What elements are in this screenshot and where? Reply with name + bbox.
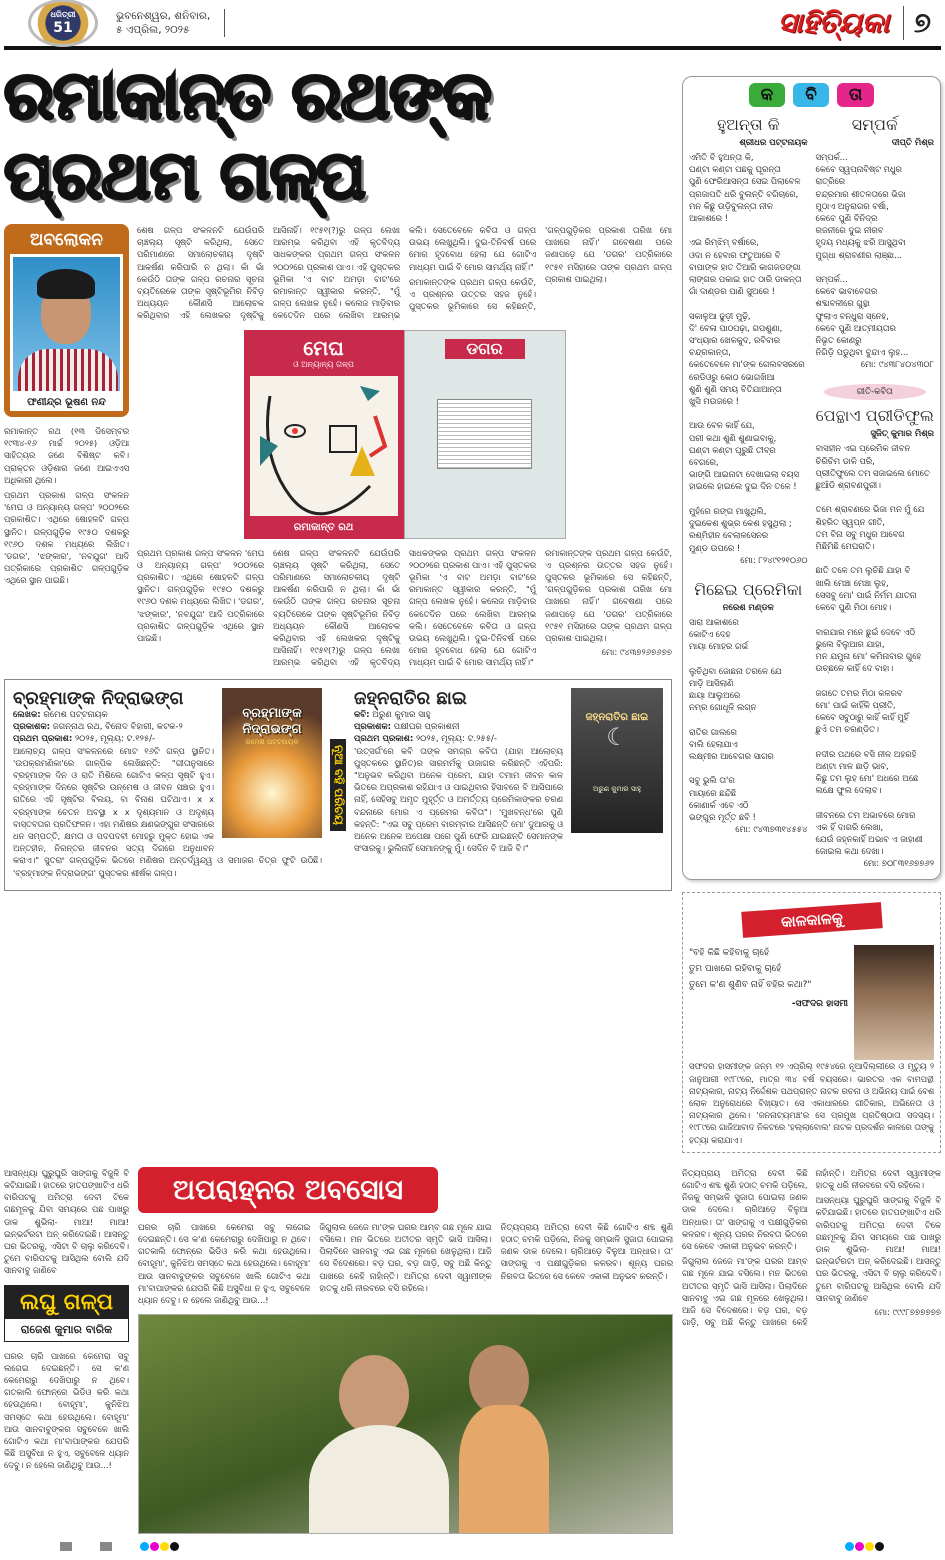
review-body-2: 'ଉତ୍ସର୍ଗ'ରେ କବି ତାଙ୍କ ସମଗ୍ର କବିତା (ଯାହା ଆଲୋଚ୍ୟ ପୁସ୍ତକରେ ସ୍ଥାନିତ)ର ସାରମର୍ମକୁ ଉଜାଗର କରିଛନ୍ତି ଏହିପରି: "ଅନୁଭବ କରିଥିବା ଅନେକ ପ୍ରେମ, ଯାହା ତମାମ ଜୀବନ କାଳ ଭିତରେ ଅପ୍ରକାଶ ରହିଯାଏ ଓ ପାଇଥିବାର ହିସାବରେ ବି ଆସିପାରେ ନାହିଁ, ସେହିସବୁ ଅମୃତ ମୁହୂର୍ତ୍ତ ଓ ଅମର୍ତ୍ତ୍ୟ ପ୍ରେମିକାଙ୍କର ଚରଣ ବନ୍ଦନାରେ ମୋର ଏ ପ୍ରେମର କବିତା"। 'ମୁଖବନ୍ଧ'ରେ ପୁଣି କହନ୍ତି: "ଏଇ ସବୁ ପ୍ରେମ ବାରମ୍ବାର ଆସିଛନ୍ତି ମୋ' ଦୁଆରକୁ ଓ ଅନେକ ଅନେକ ଅପେକ୍ଷା ପରେ ପୁଣି ଫେରି ଯାଇଛନ୍ତି ସେମାନଙ୍କ ସଂସାରକୁ। ଭୁଲିନାହିଁ ସେମାନଙ୍କୁ ମୁଁ। ସେଦିନ ବି ଆଜି ବି।" — [354, 745, 563, 854]
poem-penthae-pritiphula: ଗୀତି-କବିତା ପେନ୍ଥାଏ ପ୍ରୀତିଫୁଲ ସୁଜିତ୍ କୁମାର ମିଶ୍ର ବାସହୀନ ଏଇ ପ୍ରେମିକ ଜୀବନ ଚିରିଚିମ ଡାଳି ପରି, ପ୍ରୀତିଫୁଲେ ତମ ସଜାଇଲେ ମୋତେ ଛୁଆଁଡି ଶ୍ରାବଣପୁରୀ। ତମେ ଶ୍ରାବଣରେ ଭିଜା ମନ ମୁଁ ଯେ ଶିହରିତ ସ୍ୱପ୍ନ ଗୀତି, ତମ ବିନା ସବୁ ମଧୁର ଆବେଗ ମିଛିମିଛି ମେଘରାତି। ଛାତି ତଳେ ତମ ଲୁଚିଛି ଯାହା ବି ଖାଲି ମେଞ୍ଚା ମେଞ୍ଚା ଲୁହ, ସେସବୁ ମୋ' ପାଇଁ ନିର୍ମମ ଯାତନା କେବେ ପୁଣି ମିଠା ମୋହ। ବାରଯାର ମନେ ଛୁଇଁ ଦେବେ ଏଠି ଭୁଲେ ବିଲୁଆର ଯାହା, ମନ ଯମୁନା ମୋ' କମିନାବାର ଗୁହେ ଉଚ୍ଛଳେ କାହିଁ ଦେ ବାହା। ଜଗତେ ତମର ମିଠା କଳରବ ମୋ' ପାଇଁ କାହିଁକି ପ୍ରୀତି, କେବେ ସବୁଠାରୁ କାହିଁ କାହିଁ ମୁହିଁ ଛୁଏଁ ତମ ଚରଣ୍ଡିତ। ନଦୀର ପଥରେ ବସି ନୀଳ ଅହରହି ଅଣ୍ଟା ମାଳ ଛାଡ଼ି ଭାବ, କିଛୁ ତମ ଲୁହ ମୋ' ଅଧରେ ଅଛେ ଲକ୍ଷେ ଫୁଲ ଦେଲାବ। ଜୀବନରେ ତମ ଅଭାବରେ ମୋର ଏକ ହିଁ ଦାଗରି ଲେଖା, ଯେଉଁ ଜହ୍ନକାହିଁ ଅଭାବ ଏ ଜାହାଣୀ ଜୋଇଲ କଥା ଦେଖା। ମୋ: ୭୦୮୩୧୬୭୭୬୨ — [816, 384, 935, 869]
short-story — [4, 1167, 941, 1534]
safdar-hashmi-photo — [854, 945, 934, 1060]
book-review-section — [4, 679, 672, 891]
section-logo: ସାହିତ୍ୟିକା — [777, 6, 889, 39]
elderly-couple-photo — [138, 1314, 673, 1534]
book-cover-jahnaratira: ଜହ୍ନରାତିର ଛାଇ ☾ ଅରୁଣ କୁମାର ସାହୁ — [571, 688, 663, 833]
poem-michhei-premika: ମିଛେଇ ପ୍ରେମିକା ନରେଶ ମଣ୍ଡଳ ସାରା ଆକାଶରେ କୋଟିଏ ଦେହ ମାୟା ମୋହର ଗର୍ଭ ଲୁଚିଥିବା ଜୋଛନା ତରଳେ ଯେ ମାଡ଼ି ଆସିଲାଣି ଛାୟା ଆଲୁଅରେ ନମ୍ର ଗୋଧୂଳି ଲଗ୍ନ ରାତିର ଗାଲରେ ବାଲି ହେଲାଯାଏ ଲକ୍ଷ୍ମୀର ଆବେଗର ସାଗର ସବୁ ଭୁଲି ତା'ର ମାୟାରେ ଛନ୍ଦିଛି କୋଣାର୍କ ଏବେ ଏଠି ଭଙ୍ଗୁର ମୂର୍ତ୍ତ ଛବି ! ମୋ: ୯୪୩୭୩୧୪୫୫୪ — [689, 579, 808, 836]
poetry-tag: କ ବି ତା — [689, 83, 934, 107]
lead-contact: ମୋ: ୯୪୩୭୨୬୭୬୭୭ — [601, 648, 672, 659]
story-contact: ମୋ: ୯୯୯୮୭୭୭୭୭୭ — [874, 1308, 941, 1319]
lead-columns-upper: ଶେଷ ଗଳ୍ପ ସଂକଳନଟି ଯେଉଁପରି ଚାଞ୍ଚଲ୍ୟ ସୃଷ୍ଟି କରିଥିଲା, ସେତେ ପରିମାଣରେ ସମାଲୋଚକୀୟ ଦୃଷ୍ଟି ଆକର୍ଷଣ କରିପାରି ନ ଥିଲା। କାଁ ଭାଁ କେଉଁଠି ତାଙ୍କ ଗଳ୍ପ ରଚନାର ସୂଚନା ବ୍ୟତିରେକେ ତାଙ୍କ ସୃଷ୍ଟିଭୂମିର ନିବିଡ଼ ଅଧ୍ୟୟନ କୌଣସି ଆଲୋଚକ କରିଥିବାର ଏହି ଲେଖକର ଦୃଷ୍ଟିକୁ ଆସିନାହିଁ। ୧୯୫୧(?)ରୁ ଗଳ୍ପ ଲେଖା ଆରମ୍ଭ କରିଥିବା ଏହି କୃତବିଦ୍ୟ ସାଧକଙ୍କର ପ୍ରଥମ ଗଳ୍ପ ସଂକଳନ ୨୦୦୨ରେ ପ୍ରକାଶ ପାଏ। ଏହି ପୁସ୍ତକର ଭୂମିକା 'ଏ ବାଟ ଅମଡ଼ା ବାଟ'ରେ ରମାକାନ୍ତ ସ୍ୱୀକାର କରନ୍ତି, "ମୁଁ ଗଳ୍ପ ଲେଖକ ନୁହେଁ। କଲେଜ ମାଡ଼ିବାର କେତେଦିନ ପରେ ଲେଖିବା ଆରମ୍ଭ କଲି। ସେତେବେଳେ କବିତା ଓ ଗଳ୍ପ ଉଭୟ ଲେଖୁଥିଲି। ଦୁଇ-ତିନିବର୍ଷ ପରେ ମୋର ହୃଦବୋଧ ହେଲା ଯେ ଗୋଟିଏ ମାଧ୍ୟମ ପାଇଁ ବି ମୋର ସାମର୍ଥ୍ୟ ନାହିଁ।" ରମାକାନ୍ତଙ୍କ ପ୍ରଥମ ଗଳ୍ପ କେଉଁଟି, ଏ ପ୍ରଶ୍ନର ଉତ୍ତର ସହଜ ନୁହେଁ। ପୁସ୍ତକର ଭୂମିକାରେ ସେ କହିଛନ୍ତି, 'ଗଳ୍ପଗୁଡ଼ିକର ପ୍ରକାଶ ତାରିଖ ମୋ ପାଖରେ ନାହିଁ।' ଗବେଷଣା ପରେ ଜଣାପଡ଼େ ଯେ 'ଡଗର' ପତ୍ରିକାରେ ୧୯୫୧ ମସିହାରେ ତାଙ୍କ ପ୍ରଥମ ଗଳ୍ପ ପ୍ରକାଶ ପାଇଥିଲା। — [137, 225, 672, 321]
review-brahmanka: ବ୍ରହ୍ମାଙ୍କ ନିଦ୍ରାଭଙ୍ଗ ରମେଶ ପଟ୍ଟନାୟକ ବ୍ରହ୍ମାଙ୍କ ନିଦ୍ରାଭଙ୍ଗ ଲେଖକ: ରମେଶ ପଟ୍ଟନାୟକ ପ୍ରକାଶକ: ଜଗନ୍ନାଥ ରଥ, ବିନୋଦ ବିହାରୀ, କଟକ-୨ ପ୍ରଥମ ପ୍ରକାଶ: ୨୦୨୫, ମୂଲ୍ୟ: ଟ.୧୨୫/- ଆଲୋଚ୍ୟ ଗଳ୍ପ ସଂକଳନରେ ମୋଟ ୧୬ଟି ଗଳ୍ପ ସ୍ଥାନିତ। 'ଉପକ୍ରମଣିକା'ରେ ଗାଳ୍ପିକ ଲେଖିଛନ୍ତି: "ଗୀତାନୁସାରେ ବ୍ରହ୍ମାଙ୍କ ଦିନ ଓ ରାତି ମିଶିଲେ ଗୋଟିଏ କଳ୍ପ ସୃଷ୍ଟି ହୁଏ। ବ୍ରହ୍ମାଙ୍କ ଦିନରେ ସୃଷ୍ଟିର ଉନ୍ମେଷ ଓ ଜୀବନ ସଞ୍ଚାର ହୁଏ। ରାତିରେ ଏହି ସୃଷ୍ଟିର ବିଲୟ, ବା ବିନାଶ ଘଟିଥାଏ। x x ବ୍ରହ୍ମାଙ୍କ ଚେତନ ଅବସ୍ଥା x x ଦୃଶ୍ୟମାନ ଓ ଅଦୃଶ୍ୟ ବାସ୍ତବତାର ପ୍ରତିଫଳନ। ଏହା ମଣିଷର କ୍ଷଣଭଙ୍ଗୁର ସଂସାରରେ ଧନ ସମ୍ପତ୍ତି, କ୍ଷମତା ଓ ପଦପଦବୀ ମୋହରୁ ମୁକ୍ତ ହୋଇ ଏକ ଅନ୍ତହୀନ, ନିରନ୍ତର ଜୀବନର ସତ୍ୟ ଦିଗରେ ଅନୁଧାବନ କରାଏ।" ସୁତରାଂ ଗଳ୍ପଗୁଡ଼ିକ ଭିତରେ ମଣିଷର ଅନ୍ତର୍ଦ୍ୱନ୍ଦ୍ୱ ଓ ସମାଜର ଚିତ୍ର ଫୁଟି ଉଠିଛି। 'ବ୍ରହ୍ମାଙ୍କ ନିଦ୍ରାଭଙ୍ଗ' ପୁସ୍ତକର ଶୀର୍ଷକ ଗଳ୍ପ। — [13, 687, 322, 878]
page-scan — [437, 399, 532, 469]
short-story-label: ଲଘୁ ଗଳ୍ପ ରାଜେଶ କୁମାର ବାରିକ — [4, 1285, 129, 1342]
story-column-1b: ଘରର ଚାରି ପାଖରେ କେମେରା ସବୁ ଲଗେଇ ଦେଇଛନ୍ତି। ସେ କ'ଣ କେମେରାରୁ ଦେଖିପାରୁ ନ ଥିବେ। ଗତକାଲି ଫୋନ୍‌ରେ ଭିଡିଓ କରି କଥା ହେଉଥିଲେ। ବୋହୂମା', କୁନିଝିଅ ସମସ୍ତେ କଥା ହେଉଥିଲେ। ବୋହୂମା' ଆଉ ସାନବାବୁଙ୍କର ସବୁବେଳେ ଖାଲି ଗୋଟିଏ କଥା ମା'ବାପାଙ୍କର ଯେପରି କିଛି ଅସୁବିଧା ନ ହୁଏ, ସବୁବେଳେ ଧ୍ୟାନ ଦେବୁ। ନ ହେଲେ ଜାଣିଥିବୁ ଆଉ...! — [4, 1350, 129, 1471]
story-column-1: ଆସନ୍ଧ୍ୟା ଘୁରୁଘୁରି ସାଙ୍ଗକୁ ବିଜୁଳି ବି କଟିଯାଇଛି। ହାତରେ ହାତପଙ୍ଖାଟିଏ ଧରି ବାରିପଟକୁ ଅମିତ୍ରା ଦେବୀ ଟିକେ ଗଛମୂଳକୁ ଯିବା ସମୟରେ ପଛ ପାଖରୁ ଡାକ ଶୁଭିଲା- ମାଆ! ମାଆ! ଇନ୍ଭର୍ଟରଟା ଅନ୍ କରିଦେଇଛି। ଆସନ୍ତୁ ଘର ଭିତରକୁ, ଏସିଟା ବି ଚାଲୁ କରିଦେବି। ତୁମେ ବାରିପଟକୁ ଆସିଥିଲ ବୋଲି ଯଦି ସାନବାବୁ ଜାଣିବେ — [4, 1167, 129, 1276]
print-registration-marks — [4, 1534, 941, 1560]
masthead — [4, 0, 941, 50]
column-label: ଅବଲୋକନ — [30, 230, 103, 250]
genre-badge: ଗୀତି-କବିତା — [824, 384, 927, 400]
lead-column-1: ରମାକାନ୍ତ ରଥ (୧୩ ଡିସେମ୍ବର ୧୯୩୪-୧୬ ମାର୍ଚ୍ଚ ୨୦୨୫) ଓଡ଼ିଆ ସାହିତ୍ୟର ଜଣେ ବିଶିଷ୍ଟ କବି। ପ୍ରାକ୍ତନ ଓଡ଼ିଶାର ଜଣେ ଆଇଏଏସ ଅଧିକାରୀ ଥିଲେ। ପ୍ରଥମ ପ୍ରକାଶ ଗଳ୍ପ ସଂକଳନ 'ମେଘ ଓ ଅନ୍ୟାନ୍ୟ ଗଳ୍ପ' ୨୦୦୨ରେ ପ୍ରକାଶିତ। ଏଥିରେ ଷୋହଳଟି ଗଳ୍ପ ସ୍ଥାନିତ। ଗଳ୍ପଗୁଡ଼ିକ ୧୯୫୦ ଦଶକରୁ ୧୯୬୦ ଦଶକ ମଧ୍ୟରେ ଲିଖିତ। 'ଡଗର', 'ଝଙ୍କାର', 'ନବଯୁଗ' ଆଦି ପତ୍ରିକାରେ ପ୍ରକାଶିତ ଗଳ୍ପଗୁଡ଼ିକ ଏଥିରେ ସ୍ଥାନ ପାଇଛି। — [4, 426, 129, 586]
poem-huanta-ki: ହୁଅନ୍ତା କି ଶ୍ରୀଧର ପଟ୍ଟନାୟକ ଏମିତି ବି ହୁଅନ୍ତା କି, ଘଣ୍ଟା କଣ୍ଟା ପଛକୁ ଘୂରନ୍ତା ପୁଣି ଫେରିଆସନ୍ତା ସେଇ ପିଲାବେଳ ପ୍ରଜାପତି ଧରି ବୁଲନ୍ତି ବଗିଚାରେ, ମନ କିଛୁ ଉଡ଼ିବୁଲନ୍ତା ନୀଳ ଆକାଶରେ ! ଏଇ ରିମ୍‌ଝିମ୍ ବର୍ଷାରେ, ଓଦା ନ ହେବାର ଫତୁଆରେ ବି ବାପାଙ୍କ ହାତ ତିଆରି କାଗଜଡଙ୍ଗା ଲାଙ୍ଗର ପକାଇ ହାତ ଠାରି ଡାକନ୍ତା ଗାଁ ଦାଣ୍ଡର ପାଣି ସୁଅରେ ! ସକାଳୁଆ ଢୁଡ଼ୀ ମୁଢ଼ି, ଦି' ବେଳା ପାଠପଢ଼ା, ଗପଶୁଣା, ସଂଧ୍ୟାର ଖେଳକୁଦ, ରବିବାର ଚନ୍ଦ୍ରକାନ୍ତା, କେତେବେଳେ ମା'ଙ୍କ ଗେଲବସରରେ ରେଡିଓରୁ କୋଠ ଭୋଗଖିଆ ଶୁଣି ଶୁଣି ସମୟ ବିତିଯାଆନ୍ତା ଖୁସି ମଉଜରେ ! ଆଉ ବେଳ କାହିଁ ଯେ, ପରୀ କଥା ଶୁଣି ଶୁଣାଇବାକୁ, ଘଣ୍ଟା କଣ୍ଟା ଘୂରୁଛି ତୀବ୍ର ବେଗରେ, ଭାଙ୍ଗି ଆଇନାଟା ଦେଖାଇଲା ବୟସ ହାଇଲେ ହାଇଲେ ଦୁଇ ଦିନ ତଳେ ! ମୁହଁରେ ରଙ୍ଗ ମାଖୁଥିଲି, ଦୁଇକେଶ ଶୁଭ୍ର କେଶ ହସୁଥିଲା ; ରଶ୍ମିହୀନ ବେଲାଳସେନର ମୁଣ୍ଡ ଉପରେ ! ମୋ: ୮୨୪୯୧୨୧୦୬୦ — [689, 115, 808, 566]
quote-section — [682, 892, 941, 1152]
book-cover-dagara: ଡଗର — [404, 330, 566, 539]
cover-art — [250, 376, 398, 516]
author-photo — [10, 254, 123, 394]
new-book-label: ନୂଆ ବହି ପରିଚୟ — [330, 739, 346, 831]
lead-columns-lower: ପ୍ରଥମ ପ୍ରକାଶ ଗଳ୍ପ ସଂକଳନ 'ମେଘ ଓ ଅନ୍ୟାନ୍ୟ ଗଳ୍ପ' ୨୦୦୨ରେ ପ୍ରକାଶିତ। ଏଥିରେ ଷୋହଳଟି ଗଳ୍ପ ସ୍ଥାନିତ। ଗଳ୍ପଗୁଡ଼ିକ ୧୯୫୦ ଦଶକରୁ ୧୯୬୦ ଦଶକ ମଧ୍ୟରେ ଲିଖିତ। 'ଡଗର', 'ଝଙ୍କାର', 'ନବଯୁଗ' ଆଦି ପତ୍ରିକାରେ ପ୍ରକାଶିତ ଗଳ୍ପଗୁଡ଼ିକ ଏଥିରେ ସ୍ଥାନ ପାଇଛି। ଶେଷ ଗଳ୍ପ ସଂକଳନଟି ଯେଉଁପରି ଚାଞ୍ଚଲ୍ୟ ସୃଷ୍ଟି କରିଥିଲା, ସେତେ ପରିମାଣରେ ସମାଲୋଚକୀୟ ଦୃଷ୍ଟି ଆକର୍ଷଣ କରିପାରି ନ ଥିଲା। କାଁ ଭାଁ କେଉଁଠି ତାଙ୍କ ଗଳ୍ପ ରଚନାର ସୂଚନା ବ୍ୟତିରେକେ ତାଙ୍କ ସୃଷ୍ଟିଭୂମିର ନିବିଡ଼ ଅଧ୍ୟୟନ କୌଣସି ଆଲୋଚକ କରିଥିବାର ଏହି ଲେଖକର ଦୃଷ୍ଟିକୁ ଆସିନାହିଁ। ୧୯୫୧(?)ରୁ ଗଳ୍ପ ଲେଖା ଆରମ୍ଭ କରିଥିବା ଏହି କୃତବିଦ୍ୟ ସାଧକଙ୍କର ପ୍ରଥମ ଗଳ୍ପ ସଂକଳନ ୨୦୦୨ରେ ପ୍ରକାଶ ପାଏ। ଏହି ପୁସ୍ତକର ଭୂମିକା 'ଏ ବାଟ ଅମଡ଼ା ବାଟ'ରେ ରମାକାନ୍ତ ସ୍ୱୀକାର କରନ୍ତି, "ମୁଁ ଗଳ୍ପ ଲେଖକ ନୁହେଁ। କଲେଜ ମାଡ଼ିବାର କେତେଦିନ ପରେ ଲେଖିବା ଆରମ୍ଭ କଲି। ସେତେବେଳେ କବିତା ଓ ଗଳ୍ପ ଉଭୟ ଲେଖୁଥିଲି। ଦୁଇ-ତିନିବର୍ଷ ପରେ ମୋର ହୃଦବୋଧ ହେଲା ଯେ ଗୋଟିଏ ମାଧ୍ୟମ ପାଇଁ ବି ମୋର ସାମର୍ଥ୍ୟ ନାହିଁ।" ରମାକାନ୍ତଙ୍କ ପ୍ରଥମ ଗଳ୍ପ କେଉଁଟି, ଏ ପ୍ରଶ୍ନର ଉତ୍ତର ସହଜ ନୁହେଁ। ପୁସ୍ତକର ଭୂମିକାରେ ସେ କହିଛନ୍ତି, 'ଗଳ୍ପଗୁଡ଼ିକର ପ୍ରକାଶ ତାରିଖ ମୋ ପାଖରେ ନାହିଁ।' ଗବେଷଣା ପରେ ଜଣାପଡ଼େ ଯେ 'ଡଗର' ପତ୍ରିକାରେ ୧୯୫୧ ମସିହାରେ ତାଙ୍କ ପ୍ରଥମ ଗଳ୍ପ ପ୍ରକାଶ ପାଇଥିଲା। ମୋ: ୯୪୩୭୨୬୭୬୭୭ — [137, 547, 672, 668]
quote-text: "ବହି କିଛି କହିବାକୁ ଚାହେଁ ତୁମ ପାଖରେ ରହିବାକୁ ଚାହେଁ ତୁମେ କ'ଣ ଶୁଣିବ ନାହିଁ ବହିର କଥା?" — [689, 948, 812, 991]
lead-article — [4, 224, 672, 669]
book-cover-megha: ମେଘ ଓ ଅନ୍ୟାନ୍ୟ ଗଳ୍ପ ରମାକାନ୍ତ ରଥ — [244, 330, 404, 539]
story-columns-right: ନିତ୍ୟପ୍ରାୟ ଅମିତ୍ରା ଦେବୀ କିଛି ଗୋଟିଏ ଶବ୍ଦ ଶୁଣି ହଠାତ୍ ଚମକି ପଡ଼ିଲେ, ନିଜକୁ ସମ୍ଭାଳି ସୁଜାତା ପୋଇଲା ଜଣକ ଡାକ ଦେଲେ। ଚାରିଆଡ଼େ ବିଳୁଆ ଅନ୍ଧାର। ତା' ସାଙ୍ଗକୁ ଏ ପକ୍ଷୀଗୁଡ଼ିକର କଳରବ। ଶୂନ୍ୟ ଘରର ନିରବତା ଭିତରେ ସେ କେବେ ଏକାକୀ ଅନୁଭବ କରନ୍ତି। ଜିଗୁଲାଲ ଜେଜେ ମା'ଙ୍କ ଘରର ଆମ୍ବ ଗଛ ମୂଳେ ଯାଇ ବସିଲେ। ମନ ଭିତରେ ଅତୀତର ସ୍ମୃତି ଭାସି ଆସିଲା। ପିଲାଦିନେ ସାନବାବୁ ଏଇ ଗଛ ମୂଳରେ ଖେଳୁଥିଲା। ଆଜି ସେ ବିଦେଶରେ। ବଡ଼ ଘର, ବଡ଼ ଗାଡ଼ି, ସବୁ ଅଛି କିନ୍ତୁ ପାଖରେ କେହି ନାହାଁନ୍ତି। ଅମିତ୍ରା ଦେବୀ ସ୍ୱାମୀଙ୍କ ହାତକୁ ଧରି ନୀରବରେ ବସି ରହିଲେ। ଆସନ୍ଧ୍ୟା ଘୁରୁଘୁରି ସାଙ୍ଗକୁ ବିଜୁଳି ବି କଟିଯାଇଛି। ହାତରେ ହାତପଙ୍ଖାଟିଏ ଧରି ବାରିପଟକୁ ଅମିତ୍ରା ଦେବୀ ଟିକେ ଗଛମୂଳକୁ ଯିବା ସମୟରେ ପଛ ପାଖରୁ ଡାକ ଶୁଭିଲା- ମାଆ! ମାଆ! ଇନ୍ଭର୍ଟରଟା ଅନ୍ କରିଦେଇଛି। ଆସନ୍ତୁ ଘର ଭିତରକୁ, ଏସିଟା ବି ଚାଲୁ କରିଦେବି। ତୁମେ ବାରିପଟକୁ ଆସିଥିଲ ବୋଲି ଯଦି ସାନବାବୁ ଜାଣିବେ ମୋ: ୯୯୯୮୭୭୭୭୭୭ — [682, 1167, 941, 1328]
poem-samparka: ସମ୍ପର୍କ ଦୀପ୍ତି ମିଶ୍ର ସମ୍ପର୍କ... କେବେ ସ୍ୱପ୍ନାବିଷ୍ଟ ମଧୁର ରାତ୍ରିରେ ଚନ୍ଦ୍ରମାର ଶୀତଳତାରେ ଭିଜା ମୁଠାଏ ଅନୁରାଗର ବର୍ଷା, କେବେ ପୁଣି ବିନିଦ୍ର ରଜନୀରେ ଦୁଇ ନୀରବ ହୃଦୟ ମଧ୍ୟକୁ ଝରି ଆସୁଥିବା ମୁଗ୍ଧା ଶ୍ରାବଣୀର ଲାଞ୍ଛା... ସମ୍ପର୍କ... କେବେ ଭାବାବେଗର ଶବ୍ଦାବଳୀରେ ଗୁନ୍ଥା ଫୁଲାଏ ବନ୍ଧୁରା ସ୍ନେହ, କେବେ ପୁଣି ଆତ୍ମୀୟତାର ନିଭୃତ କୋଣରୁ ନିଗିଡ଼ି ପଡୁଥିବା ବୁନ୍ଦାଏ ଲୁହ... ମୋ: ୯୪୩୮୪୦୪୩୦୮ — [815, 115, 934, 371]
review-body-1: ଆଲୋଚ୍ୟ ଗଳ୍ପ ସଂକଳନରେ ମୋଟ ୧୬ଟି ଗଳ୍ପ ସ୍ଥାନିତ। 'ଉପକ୍ରମଣିକା'ରେ ଗାଳ୍ପିକ ଲେଖିଛନ୍ତି: "ଗୀତାନୁସାରେ ବ୍ରହ୍ମାଙ୍କ ଦିନ ଓ ରାତି ମିଶିଲେ ଗୋଟିଏ କଳ୍ପ ସୃଷ୍ଟି ହୁଏ। ବ୍ରହ୍ମାଙ୍କ ଦିନରେ ସୃଷ୍ଟିର ଉନ୍ମେଷ ଓ ଜୀବନ ସଞ୍ଚାର ହୁଏ। ରାତିରେ ଏହି ସୃଷ୍ଟିର ବିଲୟ, ବା ବିନାଶ ଘଟିଥାଏ। x x ବ୍ରହ୍ମାଙ୍କ ଚେତନ ଅବସ୍ଥା x x ଦୃଶ୍ୟମାନ ଓ ଅଦୃଶ୍ୟ ବାସ୍ତବତାର ପ୍ରତିଫଳନ। ଏହା ମଣିଷର କ୍ଷଣଭଙ୍ଗୁର ସଂସାରରେ ଧନ ସମ୍ପତ୍ତି, କ୍ଷମତା ଓ ପଦପଦବୀ ମୋହରୁ ମୁକ୍ତ ହୋଇ ଏକ ଅନ୍ତହୀନ, ନିରନ୍ତର ଜୀବନର ସତ୍ୟ ଦିଗରେ ଅନୁଧାବନ କରାଏ।" ସୁତରାଂ ଗଳ୍ପଗୁଡ଼ିକ ଭିତରେ ମଣିଷର ଅନ୍ତର୍ଦ୍ୱନ୍ଦ୍ୱ ଓ ସମାଜର ଚିତ୍ର ଫୁଟି ଉଠିଛି। 'ବ୍ରହ୍ମାଙ୍କ ନିଦ୍ରାଭଙ୍ଗ' ପୁସ୍ତକର ଶୀର୍ଷକ ଗଳ୍ପ। — [13, 745, 322, 878]
book-cover-brahmanka: ବ୍ରହ୍ମାଙ୍କ ନିଦ୍ରାଭଙ୍ଗ ରମେଶ ପଟ୍ଟନାୟକ — [222, 688, 322, 838]
quote-bio: ସଫଦର ହାସମୀଙ୍କ ଜନ୍ମ ୧୨ ଏପ୍ରିଲ୍ ୧୯୫୪ରେ ନୂଆଦିଲ୍ଲୀରେ ଓ ମୃତ୍ୟୁ ୨ ଜାନୁଆରୀ ୧୯୮୯ରେ, ମାତ୍ର ୩୪ ବର୍ଷ ବୟସରେ। ଭାରତର ଏକ ବାମପନ୍ଥୀ ନାଟ୍ୟକାର, ନାଟ୍ୟ ନିର୍ଦ୍ଦେଶକ ପଥପ୍ରାନ୍ତ ନାଟକ ରଚନା ଓ ଅଭିନୟ ପାଇଁ ବେଶ ଲୋକ ଅନୁରୋଧରେ ବିଖ୍ୟାତ। ସେ ଏକାଧାରରେ ଗୀତିକାର, ଅଭିନେତା ଓ ନାଟ୍ୟକାର ଥିଲେ। 'ଜନନାଟ୍ୟମଞ୍ଚ'ର ସେ ପ୍ରମୁଖ ପ୍ରତିଷ୍ଠାତା ସଦସ୍ୟ। ୧୯୮୯ରେ ଗାଜିଆବାଦ ନିକଟରେ 'ହଲ୍ଲାବୋଲ' ନାଟକ ପ୍ରଦର୍ଶନ କାଳରେ ତାଙ୍କୁ ହତ୍ୟା କରାଯାଏ। — [689, 1061, 934, 1145]
story-title: ଅପରାହ୍ନର ଅବସୋସ — [138, 1167, 438, 1213]
page-number: ୭ — [903, 6, 941, 40]
column-box — [4, 224, 129, 417]
book-covers — [137, 330, 672, 539]
review-jahnaratira: ଜହ୍ନରାତିର ଛାଇ ☾ ଅରୁଣ କୁମାର ସାହୁ ଜହ୍ନରାତିର ଛାଇ କବି: ଅରୁଣ କୁମାର ସାହୁ ପ୍ରକାଶକ: ପକ୍ଷୀଘର ପ୍ରକାଶନୀ ପ୍ରଥମ ପ୍ରକାଶ: ୨୦୨୫, ମୂଲ୍ୟ: ଟ.୨୫୫/- 'ଉତ୍ସର୍ଗ'ରେ କବି ତାଙ୍କ ସମଗ୍ର କବିତା (ଯାହା ଆଲୋଚ୍ୟ ପୁସ୍ତକରେ ସ୍ଥାନିତ)ର ସାରମର୍ମକୁ ଉଜାଗର କରିଛନ୍ତି ଏହିପରି: "ଅନୁଭବ କରିଥିବା ଅନେକ ପ୍ରେମ, ଯାହା ତମାମ ଜୀବନ କାଳ ଭିତରେ ଅପ୍ରକାଶ ରହିଯାଏ ଓ ପାଇଥିବାର ହିସାବରେ ବି ଆସିପାରେ ନାହିଁ, ସେହିସବୁ ଅମୃତ ମୁହୂର୍ତ୍ତ ଓ ଅମର୍ତ୍ତ୍ୟ ପ୍ରେମିକାଙ୍କର ଚରଣ ବନ୍ଦନାରେ ମୋର ଏ ପ୍ରେମର କବିତା"। 'ମୁଖବନ୍ଧ'ରେ ପୁଣି କହନ୍ତି: "ଏଇ ସବୁ ପ୍ରେମ ବାରମ୍ବାର ଆସିଛନ୍ତି ମୋ' ଦୁଆରକୁ ଓ ଅନେକ ଅନେକ ଅପେକ୍ଷା ପରେ ପୁଣି ଫେରି ଯାଇଛନ୍ତି ସେମାନଙ୍କ ସଂସାରକୁ। ଭୁଲିନାହିଁ ସେମାନଙ୍କୁ ମୁଁ। ସେଦିନ ବି ଆଜି ବି।" — [354, 688, 663, 882]
poetry-section — [682, 76, 941, 880]
quote-label: କାଳକାଳକୁ — [741, 903, 882, 939]
author-name: ଫଣୀନ୍ଦ୍ର ଭୂଷଣ ନନ୍ଦ — [10, 394, 123, 411]
story-columns-middle: ଘରର ଚାରି ପାଖରେ କେମେରା ସବୁ ଲଗେଇ ଦେଇଛନ୍ତି। ସେ କ'ଣ କେମେରାରୁ ଦେଖିପାରୁ ନ ଥିବେ। ଗତକାଲି ଫୋନ୍‌ରେ ଭିଡିଓ କରି କଥା ହେଉଥିଲେ। ବୋହୂମା', କୁନିଝିଅ ସମସ୍ତେ କଥା ହେଉଥିଲେ। ବୋହୂମା' ଆଉ ସାନବାବୁଙ୍କର ସବୁବେଳେ ଖାଲି ଗୋଟିଏ କଥା ମା'ବାପାଙ୍କର ଯେପରି କିଛି ଅସୁବିଧା ନ ହୁଏ, ସବୁବେଳେ ଧ୍ୟାନ ଦେବୁ। ନ ହେଲେ ଜାଣିଥିବୁ ଆଉ...! ଜିଗୁଲାଲ ଜେଜେ ମା'ଙ୍କ ଘରର ଆମ୍ବ ଗଛ ମୂଳେ ଯାଇ ବସିଲେ। ମନ ଭିତରେ ଅତୀତର ସ୍ମୃତି ଭାସି ଆସିଲା। ପିଲାଦିନେ ସାନବାବୁ ଏଇ ଗଛ ମୂଳରେ ଖେଳୁଥିଲା। ଆଜି ସେ ବିଦେଶରେ। ବଡ଼ ଘର, ବଡ଼ ଗାଡ଼ି, ସବୁ ଅଛି କିନ୍ତୁ ପାଖରେ କେହି ନାହାଁନ୍ତି। ଅମିତ୍ରା ଦେବୀ ସ୍ୱାମୀଙ୍କ ହାତକୁ ଧରି ନୀରବରେ ବସି ରହିଲେ। ନିତ୍ୟପ୍ରାୟ ଅମିତ୍ରା ଦେବୀ କିଛି ଗୋଟିଏ ଶବ୍ଦ ଶୁଣି ହଠାତ୍ ଚମକି ପଡ଼ିଲେ, ନିଜକୁ ସମ୍ଭାଳି ସୁଜାତା ପୋଇଲା ଜଣକ ଡାକ ଦେଲେ। ଚାରିଆଡ଼େ ବିଳୁଆ ଅନ୍ଧାର। ତା' ସାଙ୍ଗକୁ ଏ ପକ୍ଷୀଗୁଡ଼ିକର କଳରବ। ଶୂନ୍ୟ ଘରର ନିରବତା ଭିତରେ ସେ କେବେ ଏକାକୀ ଅନୁଭବ କରନ୍ତି। — [138, 1221, 673, 1305]
anniversary-logo: ଧରିତ୍ରୀ 51 — [28, 0, 98, 47]
page-headline: ରମାକାନ୍ତ ରଥଙ୍କ ପ୍ରଥମ ଗଳ୍ପ — [4, 57, 491, 214]
quote-author: -ସଫଦର ହାସମୀ — [791, 999, 848, 1010]
dateline: ଭୁବନେଶ୍ୱର, ଶନିବାର, ୫ ଏପ୍ରିଲ, ୨୦୨୫ — [116, 9, 225, 37]
